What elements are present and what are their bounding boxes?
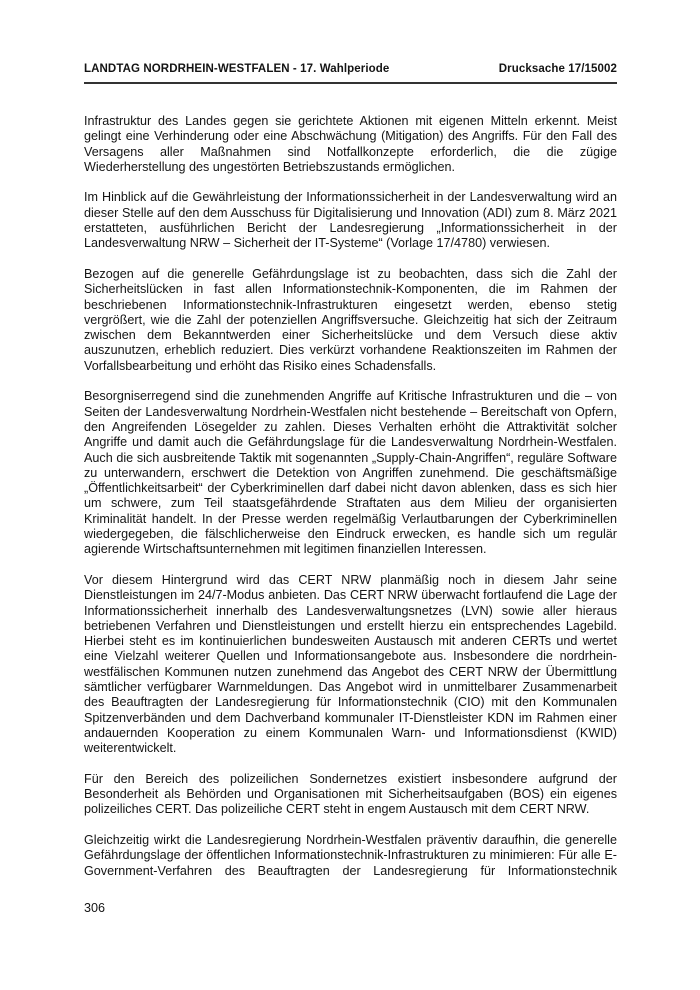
paragraph-5: Vor diesem Hintergrund wird das CERT NRW planmäßig noch in diesem Jahr seine Dienstleistungen im 24/7-Modus anbieten. Das CERT NRW überwacht fortlaufend die Lage der Informationssicherheit innerhalb des Landesverwaltungsnetzes (LVN) sowie aller hieraus betriebenen Verfahren und Dienstleistungen und erstellt hierzu ein entsprechendes Lagebild. Hierbei steht es im kontinuierlichen bundesweiten Austausch mit anderen CERTs und wertet eine Vielzahl weiterer Quellen und Informationsangebote aus. Insbesondere die nordrhein-westfälischen Kommunen nutzen zunehmend das Angebot des CERT NRW der Übermittlung sämtlicher verfügbarer Warnmeldungen. Das Angebot wird in unmittelbarer Zusammenarbeit des Beauftragten der Landesregierung für Informationstechnik (CIO) mit den Kommunalen Spitzenverbänden und dem Dachverband kommunaler IT-Dienstleister KDN im Rahmen einer andauernden Kooperation zu einem Kommunalen Warn- und Informationsdienst (KWID) weiterentwickelt. bbox=[84, 572, 617, 756]
page-footer bbox=[84, 901, 617, 916]
paragraph-6: Für den Bereich des polizeilichen Sondernetzes existiert insbesondere aufgrund der Besonderheit als Behörden und Organisationen mit Sicherheitsaufgaben (BOS) ein eigenes polizeiliches CERT. Das polizeiliche CERT steht in engem Austausch mit dem CERT NRW. bbox=[84, 771, 617, 817]
paragraph-3: Bezogen auf die generelle Gefährdungslage ist zu beobachten, dass sich die Zahl der Sicherheitslücken in fast allen Informationstechnik-Komponenten, die im Rahmen der beschriebenen Informationstechnik-Infrastrukturen eingesetzt werden, ebenso stetig vergrößert, wie die Zahl der potenziellen Angriffsversuche. Gleichzeitig hat sich der Zeitraum zwischen dem Bekanntwerden einer Sicherheitslücke und dem Versuch diese aktiv auszunutzen, erheblich reduziert. Dies verkürzt vorhandene Reaktionszeiten im Rahmen der Vorfallsbearbeitung und erhöht das Risiko eines Schadensfalls. bbox=[84, 266, 617, 373]
page-number: 306 bbox=[84, 900, 106, 915]
paragraph-7: Gleichzeitig wirkt die Landesregierung Nordrhein-Westfalen präventiv daraufhin, die generelle Gefährdungslage der öffentlichen Informationstechnik-Infrastrukturen zu minimieren: Für alle E-Government-Verfahren des Beauftragten der Landesregierung für Informationstechnik bbox=[84, 832, 617, 878]
paragraph-1: Infrastruktur des Landes gegen sie gerichtete Aktionen mit eigenen Mitteln erkennt. Meist gelingt eine Verhinderung oder eine Abschwächung (Mitigation) des Angriffs. Für den Fall des Versagens aller Maßnahmen sind Notfallkonzepte erforderlich, die die zügige Wiederherstellung des ungestörten Betriebszustands ermöglichen. bbox=[84, 114, 617, 174]
page-body bbox=[84, 114, 617, 879]
paragraph-2: Im Hinblick auf die Gewährleistung der Informationssicherheit in der Landesverwaltung wird an dieser Stelle auf den dem Ausschuss für Digitalisierung und Innovation (ADI) zum 8. März 2021 erstatteten, ausführlichen Bericht der Landesregierung „Informationssicherheit in der Landesverwaltung NRW – Sicherheit der IT-Systeme“ (Vorlage 17/4780) verwiesen. bbox=[84, 190, 617, 251]
paragraph-4: Besorgniserregend sind die zunehmenden Angriffe auf Kritische Infrastrukturen und die – von Seiten der Landesverwaltung Nordrhein-Westfalen nicht bestehende – Bereitschaft von Opfern, den Angreifenden Lösegelder zu zahlen. Dieses Verhalten erhöht die Attraktivität solcher Angriffe und damit auch die Gefährdungslage für die Landesverwaltung Nordrhein-Westfalen. Auch die sich ausbreitende Taktik mit sogenannten „Supply-Chain-Angriffen“, reguläre Software zu unterwandern, erschwert die Detektion von Angriffen zunehmend. Die geschäftsmäßige „Öffentlichkeitsarbeit“ der Cyberkriminellen darf dabei nicht davon ablenken, dass es sich hier um schwere, zum Teil staatsgefährdende Straftaten aus dem Milieu der organisierten Kriminalität handelt. In der Presse werden regelmäßig Verlautbarungen der Cyberkriminellen wiedergegeben, die fälschlicherweise den Eindruck erwecken, es handle sich um regulär agierende Wirtschaftsunternehmen mit legitimen finanziellen Interessen. bbox=[84, 389, 617, 557]
header-title: LANDTAG NORDRHEIN-WESTFALEN - 17. Wahlperiode bbox=[84, 63, 390, 75]
page-header bbox=[84, 63, 617, 84]
header-document-number: Drucksache 17/15002 bbox=[498, 63, 617, 75]
